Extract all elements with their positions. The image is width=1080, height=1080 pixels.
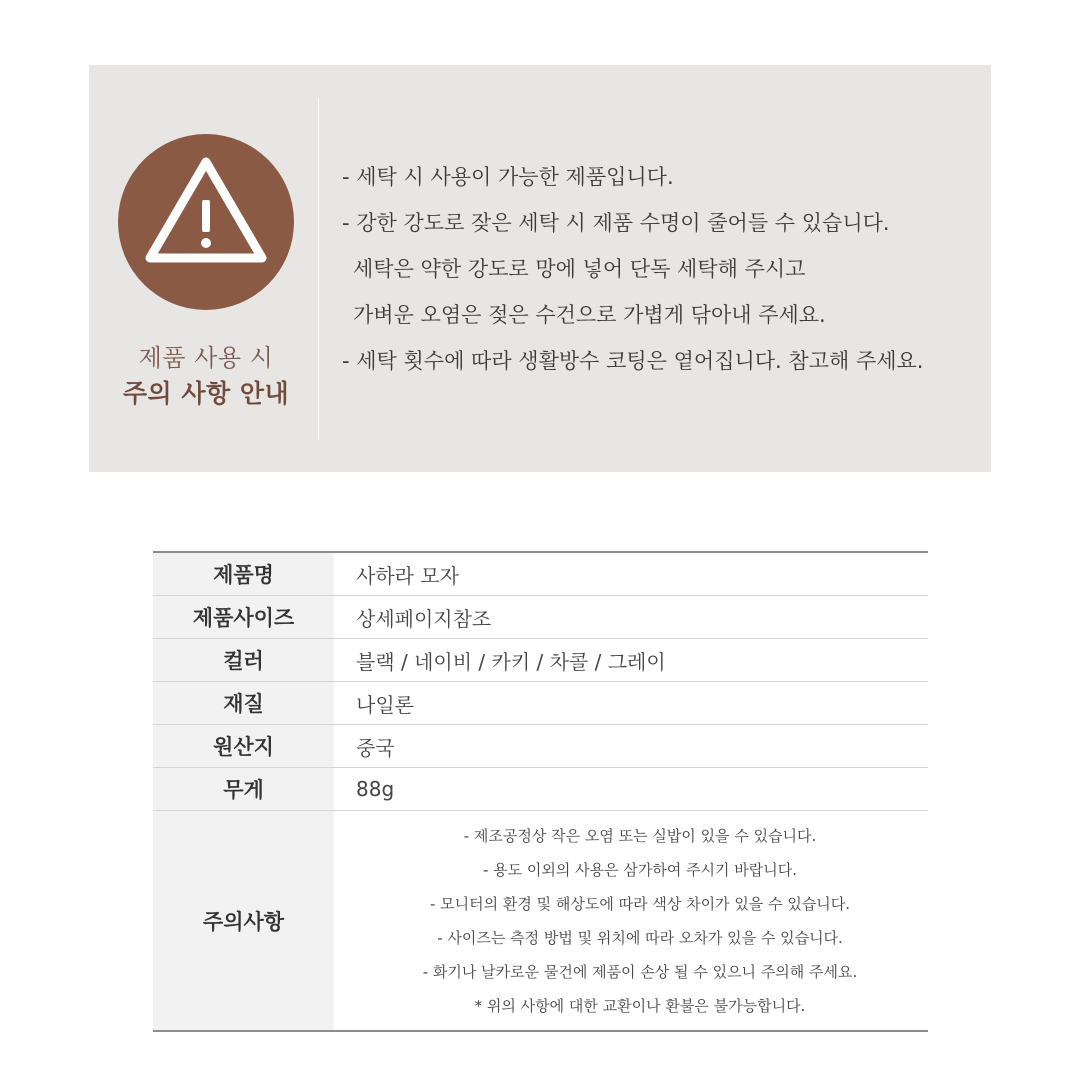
notice-line: - 세탁 횟수에 따라 생활방수 코팅은 옅어집니다. 참고해 주세요. xyxy=(342,349,924,373)
row-key-product-name: 제품명 xyxy=(153,553,334,595)
row-value-material: 나일론 xyxy=(356,692,414,717)
notice-label-line1: 제품 사용 시 xyxy=(138,344,274,372)
notice-line: - 강한 강도로 잦은 세탁 시 제품 수명이 줄어들 수 있습니다. xyxy=(342,211,890,235)
caution-list xyxy=(334,811,928,1030)
caution-item: - 제조공정상 작은 오염 또는 실밥이 있을 수 있습니다. xyxy=(463,826,817,845)
table-row xyxy=(153,682,928,725)
notice-line: 가벼운 오염은 젖은 수건으로 가볍게 닦아내 주세요. xyxy=(353,303,826,327)
row-value-color: 블랙 / 네이비 / 카키 / 차콜 / 그레이 xyxy=(356,649,666,674)
row-key-product-size: 제품사이즈 xyxy=(153,596,334,638)
row-key-material: 재질 xyxy=(153,682,334,724)
caution-item: - 용도 이외의 사용은 삼가하여 주시기 바랍니다. xyxy=(482,860,798,879)
notice-divider xyxy=(318,98,319,440)
table-row xyxy=(153,553,928,596)
product-info-table xyxy=(153,551,928,1032)
notice-label-line2: 주의 사항 안내 xyxy=(122,379,290,408)
table-row xyxy=(153,725,928,768)
table-row xyxy=(153,768,928,811)
notice-text-block xyxy=(342,154,982,384)
caution-item: - 화기나 날카로운 물건에 제품이 손상 될 수 있으니 주의해 주세요. xyxy=(422,962,858,981)
caution-item: - 모니터의 환경 및 해상도에 따라 색상 차이가 있을 수 있습니다. xyxy=(429,894,851,913)
row-key-weight: 무게 xyxy=(153,768,334,810)
row-value-product-name: 사하라 모자 xyxy=(356,563,459,588)
row-value-origin: 중국 xyxy=(356,735,395,760)
row-key-origin: 원산지 xyxy=(153,725,334,767)
row-key-color: 컬러 xyxy=(153,639,334,681)
table-row xyxy=(153,596,928,639)
table-row xyxy=(153,639,928,682)
notice-line: - 세탁 시 사용이 가능한 제품입니다. xyxy=(342,165,674,189)
row-value-product-size: 상세페이지참조 xyxy=(356,606,492,631)
caution-item: - 사이즈는 측정 방법 및 위치에 따라 오차가 있을 수 있습니다. xyxy=(437,928,843,947)
row-value-weight: 88g xyxy=(356,777,395,801)
table-row-caution xyxy=(153,811,928,1032)
warning-triangle-icon xyxy=(118,134,294,310)
caution-item: * 위의 사항에 대한 교환이나 환불은 불가능합니다. xyxy=(474,996,806,1015)
row-key-caution: 주의사항 xyxy=(153,811,334,1030)
notice-line: 세탁은 약한 강도로 망에 넣어 단독 세탁해 주시고 xyxy=(353,257,806,281)
